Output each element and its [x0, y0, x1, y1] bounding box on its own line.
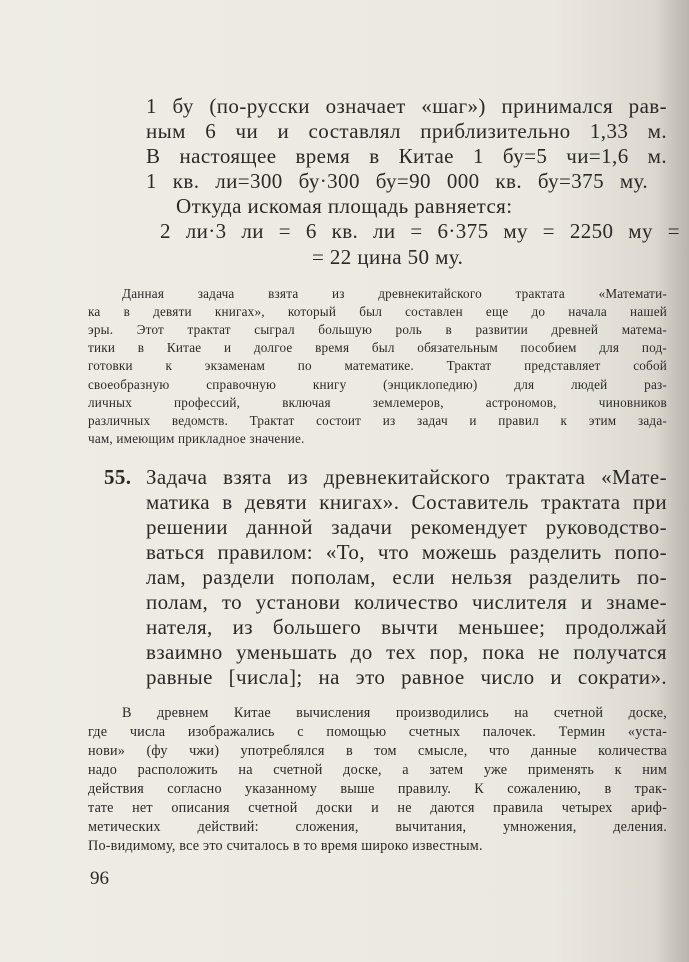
note-line: метических действий: сложения, вычитания, умножения, деления. [88, 819, 667, 835]
note-line: где числа изображались с помощью счетных палочек. Термин «уста- [88, 724, 667, 740]
problem-line: матика в девяти книгах». Составитель трактата при [146, 490, 667, 514]
note-line: различных ведомств. Трактат состоит из задач и правил к этим зада- [88, 413, 667, 428]
note-line: эры. Этот трактат сыграл большую роль в развитии древней матема- [88, 322, 667, 337]
note-line: нови» (фу чжи) употреблялся в том смысле, что данные количества [88, 743, 667, 759]
page-number: 96 [90, 868, 109, 889]
note-line: действия согласно указанному выше правилу. К сожалению, в трак- [88, 781, 667, 797]
problem-line: полам, то установи количество числителя и знаме- [146, 590, 667, 614]
note-line: ка в девяти книгах», который был составлен еще до начала нашей [88, 304, 667, 319]
problem-line: ваться правилом: «То, что можешь разделить попо- [146, 540, 667, 564]
note-line: В древнем Китае вычисления производились на счетной доске, [122, 705, 667, 721]
problem-line: лам, раздели пополам, если нельзя разделить по- [146, 565, 667, 589]
note-line: тики в Китае и долгое время был обязательным пособием для под- [88, 340, 667, 355]
text-line: 1 кв. ли=300 бу·300 бу=90 000 кв. бу=375 му. [146, 169, 648, 193]
text-line: ным 6 чи и составлял приблизительно 1,33 м. [146, 119, 667, 143]
note-line: личных профессий, включая землемеров, астрономов, чиновников [88, 395, 667, 410]
note-line: чам, имеющим прикладное значение. [88, 431, 305, 446]
note-line: По-видимому, все это считалось в то время широко известным. [88, 838, 483, 854]
problem-line: нателя, из большего вычти меньшее; продолжай [146, 615, 667, 639]
problem-line: решении данной задачи рекомендует руководство- [146, 515, 667, 539]
text-line: В настоящее время в Китае 1 бу=5 чи=1,6 м. [146, 144, 667, 168]
problem-number: 55. [104, 465, 132, 489]
problem-line: Задача взята из древнекитайского трактата «Мате- [146, 465, 667, 489]
formula-line: 2 ли·3 ли = 6 кв. ли = 6·375 му = 2250 му = [160, 219, 680, 243]
problem-line: равные [числа]; на это равное число и сократи». [146, 665, 667, 689]
note-line: тате нет описания счетной доски и не даются правила четырех ариф- [88, 800, 667, 816]
text-line: Откуда искомая площадь равняется: [176, 194, 513, 218]
note-line: своеобразную справочную книгу (энциклопедию) для людей раз- [88, 377, 667, 392]
note-line: надо расположить на счетной доске, а затем уже применять к ним [88, 762, 667, 778]
note-line: готовки к экзаменам по математике. Трактат представляет собой [88, 358, 667, 373]
text-line: 1 бу (по-русски означает «шаг») принимался рав- [146, 94, 667, 118]
note-line: Данная задача взята из древнекитайского трактата «Математи- [122, 286, 667, 301]
formula-line: = 22 цина 50 му. [312, 245, 464, 269]
problem-line: взаимно уменьшать до тех пор, пока не получатся [146, 640, 667, 664]
